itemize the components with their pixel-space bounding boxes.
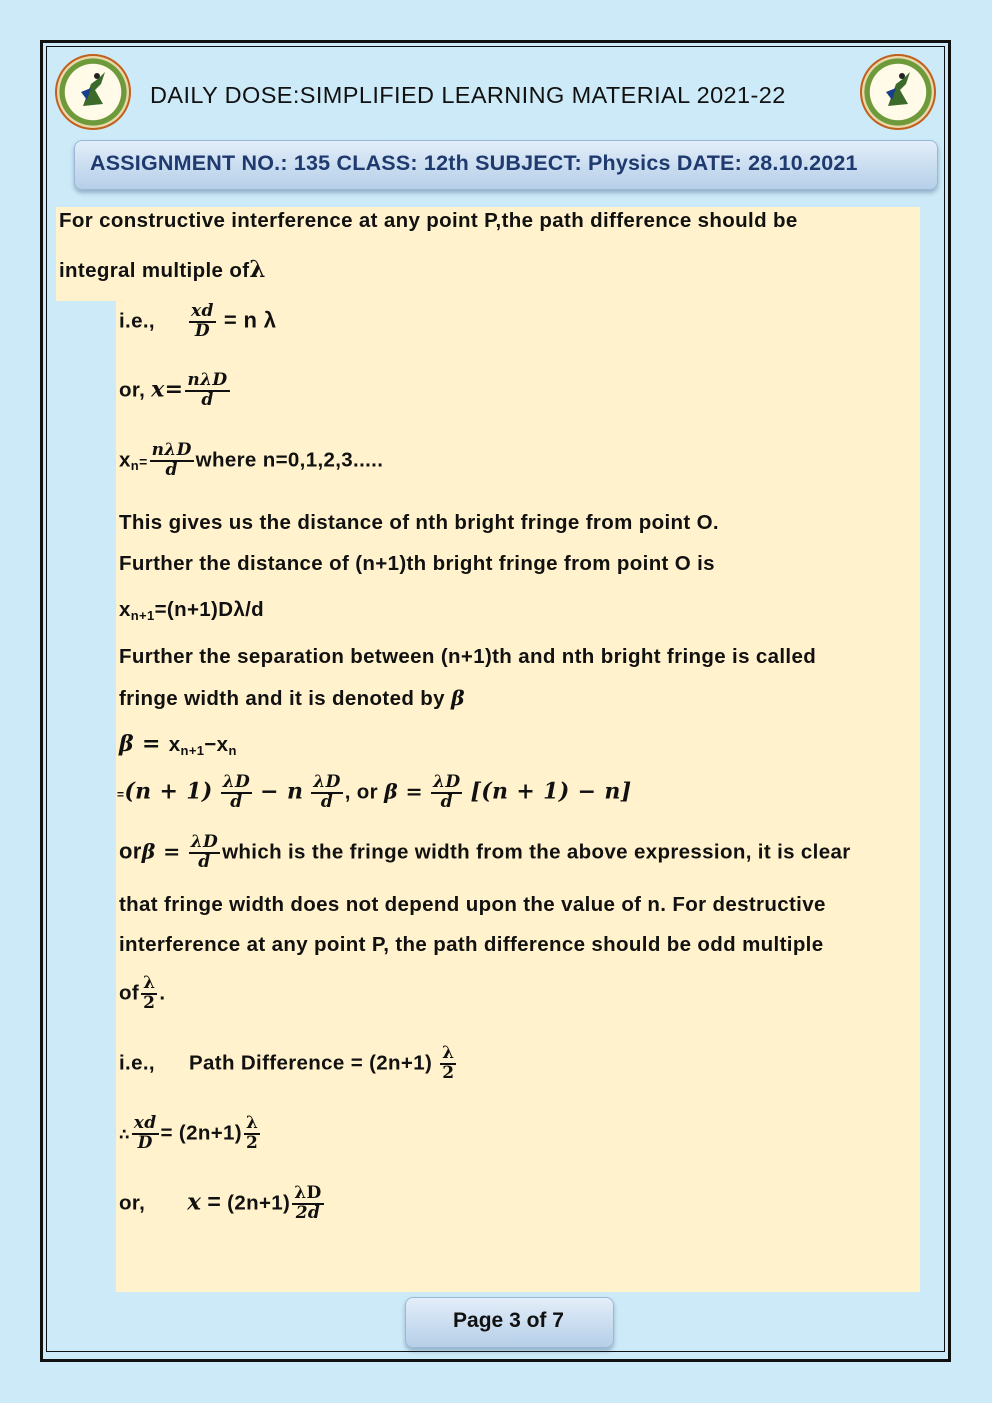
text-span: = bbox=[139, 453, 148, 470]
numerator: λ bbox=[442, 1043, 455, 1063]
denominator: 2 bbox=[143, 992, 156, 1013]
text-span: , or bbox=[344, 780, 379, 804]
fraction bbox=[189, 303, 216, 341]
denominator: d bbox=[165, 459, 178, 480]
equation-line bbox=[119, 442, 383, 480]
fraction bbox=[431, 774, 462, 812]
subscript: n+1 bbox=[180, 743, 205, 758]
school-emblem-icon bbox=[55, 54, 131, 130]
paragraph-line bbox=[59, 256, 266, 283]
page-indicator: Page 3 of 7 bbox=[453, 1309, 564, 1332]
fraction bbox=[311, 774, 342, 812]
equation-line bbox=[119, 303, 276, 341]
math-span: β = bbox=[119, 731, 169, 757]
text-span: integral multiple of bbox=[59, 259, 250, 282]
beta-symbol: β bbox=[450, 686, 465, 710]
fraction bbox=[132, 1115, 159, 1153]
text-span: = bbox=[207, 1188, 222, 1215]
numerator: nλD bbox=[187, 370, 228, 390]
math-span: − n bbox=[260, 778, 304, 805]
denominator: d bbox=[201, 389, 214, 410]
text-span: where n=0,1,2,3..... bbox=[195, 448, 384, 472]
equation-line bbox=[119, 731, 237, 757]
subscript: n bbox=[228, 743, 237, 758]
fraction bbox=[221, 774, 252, 812]
paragraph-line: Further the distance of (n+1)th bright fringe from point O is bbox=[119, 552, 715, 575]
equation-line bbox=[119, 975, 165, 1013]
denominator: d bbox=[198, 851, 211, 872]
text-span: . bbox=[159, 981, 166, 1005]
paragraph-line: This gives us the distance of nth bright fringe from point O. bbox=[119, 511, 719, 534]
document-title: DAILY DOSE:SIMPLIFIED LEARNING MATERIAL 2021-22 bbox=[150, 82, 786, 108]
paragraph-line bbox=[119, 686, 465, 711]
equation-line bbox=[119, 1045, 458, 1083]
equation-line bbox=[119, 598, 264, 622]
math-span: [(n + 1) − n] bbox=[470, 778, 632, 805]
denominator: d bbox=[320, 791, 334, 812]
subscript: n bbox=[130, 458, 140, 474]
text-span: or, bbox=[119, 378, 146, 402]
numerator: λD bbox=[222, 772, 251, 792]
paragraph-line: interference at any point P, the path difference should be odd multiple bbox=[119, 933, 824, 956]
school-emblem-icon bbox=[860, 54, 936, 130]
math-span: β = bbox=[141, 839, 181, 864]
fraction bbox=[292, 1185, 323, 1223]
paragraph-line: Further the separation between (n+1)th and nth bright fringe is called bbox=[119, 645, 817, 668]
text-span: =(n+1)Dλ/d bbox=[154, 598, 265, 621]
subscript: n+1 bbox=[130, 608, 155, 623]
denominator: 2 bbox=[442, 1062, 455, 1083]
text-span: Path Difference = (2n+1) bbox=[189, 1051, 433, 1075]
text-span: of bbox=[119, 981, 140, 1005]
numerator: xd bbox=[133, 1113, 157, 1133]
text-span: or bbox=[119, 838, 142, 864]
text-span: x bbox=[168, 733, 181, 756]
math-span: x= bbox=[151, 376, 184, 403]
equation-line bbox=[117, 774, 632, 812]
denominator: D bbox=[137, 1132, 153, 1153]
equation-line bbox=[119, 1115, 262, 1153]
text-span: i.e., bbox=[119, 1051, 155, 1075]
fraction bbox=[150, 442, 194, 480]
numerator: λ bbox=[245, 1113, 259, 1133]
numerator: λ bbox=[143, 973, 156, 993]
text-span: = n λ bbox=[223, 307, 277, 333]
lambda-symbol: λ bbox=[249, 256, 266, 283]
numerator: λD bbox=[433, 772, 461, 792]
numerator: nλD bbox=[151, 440, 192, 460]
numerator: xd bbox=[191, 301, 214, 321]
emblem-figure-icon bbox=[77, 70, 109, 110]
equation-line bbox=[119, 1185, 326, 1223]
fraction bbox=[440, 1045, 456, 1083]
text-span: fringe width and it is denoted by bbox=[119, 687, 445, 710]
paragraph-line bbox=[119, 834, 851, 872]
text-span: = (2n+1) bbox=[160, 1121, 242, 1145]
denominator: d bbox=[230, 791, 243, 812]
paragraph-line: that fringe width does not depend upon the value of n. For destructive bbox=[119, 893, 826, 916]
fraction bbox=[141, 975, 157, 1013]
denominator: 2d bbox=[295, 1202, 321, 1223]
text-span: which is the fringe width from the above expression, it is clear bbox=[222, 840, 851, 864]
denominator: D bbox=[194, 320, 210, 341]
paragraph-line: For constructive interference at any point P,the path difference should be bbox=[59, 209, 798, 232]
assignment-info: ASSIGNMENT NO.: 135 CLASS: 12th SUBJECT: Physics DATE: 28.10.2021 bbox=[90, 151, 858, 175]
text-span: x bbox=[119, 448, 131, 472]
denominator: 2 bbox=[246, 1132, 259, 1153]
math-span: (n + 1) bbox=[124, 778, 213, 805]
emblem-figure-icon bbox=[882, 70, 914, 110]
fraction bbox=[244, 1115, 260, 1153]
equation-line bbox=[119, 372, 232, 410]
text-span: (2n+1) bbox=[227, 1191, 291, 1215]
text-span: x bbox=[119, 598, 131, 621]
text-span: −x bbox=[204, 733, 229, 756]
numerator: λD bbox=[313, 772, 341, 792]
numerator: λD bbox=[294, 1183, 322, 1203]
math-span: x bbox=[187, 1188, 202, 1216]
text-span: or, bbox=[119, 1191, 146, 1215]
math-span: β = bbox=[384, 779, 424, 804]
fraction bbox=[185, 372, 229, 410]
denominator: d bbox=[440, 791, 453, 812]
text-span: = bbox=[117, 787, 125, 802]
text-span: i.e., bbox=[119, 309, 155, 333]
fraction bbox=[189, 834, 220, 872]
therefore-symbol: ∴ bbox=[119, 1126, 130, 1144]
numerator: λD bbox=[190, 832, 219, 852]
